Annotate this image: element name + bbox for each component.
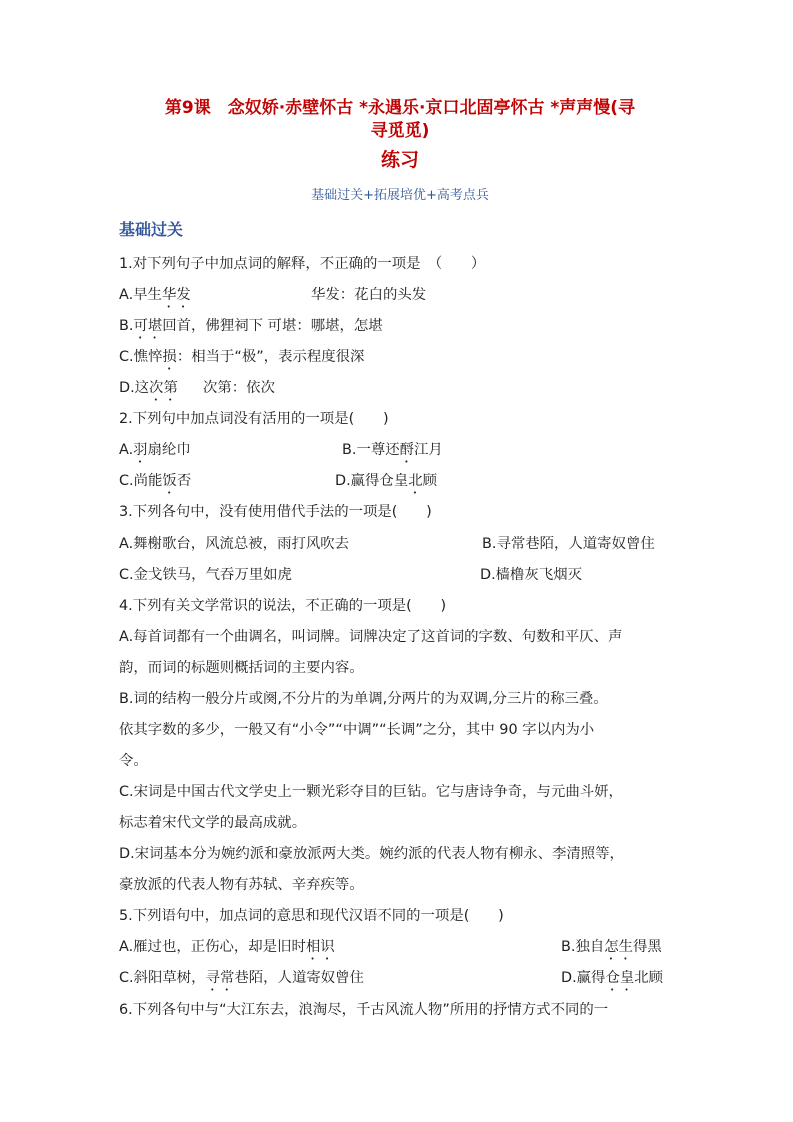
q1-b-rest: 回首，佛狸祠下 可堪：哪堪，怎堪	[162, 318, 383, 334]
section-heading: 基础过关	[119, 220, 184, 239]
q5-d-dotted: 仓皇	[605, 970, 635, 986]
q2-a-text: A.	[119, 442, 134, 458]
q1-c-rest: ：相当于“极”，表示程度很深	[176, 349, 365, 365]
q4-option-c-line1: C.宋词是中国古代文学史上一颗光彩夺目的巨钻。它与唐诗争奇，与元曲斗妍，	[119, 784, 623, 800]
q3-option-d: D.樯橹灰飞烟灭	[480, 567, 582, 583]
q2-d-text: D.赢得仓皇	[335, 473, 409, 489]
q2-c-dotted: 饭	[162, 473, 177, 489]
q1-d-gloss: 次第：依次	[203, 380, 275, 396]
q5-a-dotted: 相识	[305, 939, 335, 955]
q3-option-b: B.寻常巷陌，人道寄奴曾住	[482, 536, 655, 552]
q1-option-b	[119, 316, 383, 342]
q2-d-rest: 顾	[422, 473, 438, 489]
q5-c-dotted: 寻常	[205, 970, 235, 986]
q1-b-dotted: 可堪	[133, 318, 163, 334]
q5-option-d	[561, 968, 663, 994]
q3-option-a: A.舞榭歌台，风流总被，雨打风吹去	[119, 536, 350, 552]
q2-a-dotted: 羽	[133, 442, 148, 458]
q1-option-a	[119, 285, 191, 311]
page-title-line2: 寻觅觅)	[370, 121, 430, 141]
q5-b-rest: 得黑	[633, 939, 662, 955]
q5-option-c	[119, 968, 364, 994]
q4-option-b-line1: B.词的结构一般分片或阕,不分片的为单调,分两片的为双调,分三片的称三叠。	[119, 691, 608, 707]
q5-c-rest: 巷陌，人道寄奴曾住	[234, 970, 364, 986]
q1-b-text: B.	[119, 318, 134, 334]
q2-option-c	[119, 471, 191, 497]
q4-option-d-line1: D.宋词基本分为婉约派和豪放派两大类。婉约派的代表人物有柳永、李清照等，	[119, 846, 624, 862]
q2-stem: 2.下列句中加点词没有活用的一项是( )	[119, 411, 389, 427]
q2-b-rest: 江月	[414, 442, 443, 458]
q2-d-dotted: 北	[408, 473, 423, 489]
q5-a-text: A.雁过也，正伤心，却是旧时	[119, 939, 306, 955]
q4-option-b-line2: 依其字数的多少，一般又有“小令”“中调”“长调”之分，其中 90 字以内为小	[119, 722, 595, 738]
q1-option-d	[119, 378, 178, 404]
q2-option-d	[335, 471, 437, 497]
q4-option-b-line3: 令。	[119, 753, 148, 769]
page-title-practice: 练习	[380, 149, 419, 171]
q4-option-a-line1: A.每首词都有一个曲调名，叫词牌。词牌决定了这首词的字数、句数和平仄、声	[119, 629, 623, 645]
q5-d-text: D.赢得	[561, 970, 606, 986]
q2-b-text: B.一尊还	[342, 442, 400, 458]
q1-d-dotted: 次第	[149, 380, 178, 396]
q4-option-a-line2: 韵，而词的标题则概括词的主要内容。	[119, 660, 364, 676]
q2-option-a	[119, 440, 191, 466]
q1-a-dotted: 华发	[161, 287, 191, 303]
q1-a-text: A.早生	[119, 287, 162, 303]
q5-stem: 5.下列语句中，加点词的意思和现代汉语不同的一项是( )	[119, 908, 504, 924]
q4-stem: 4.下列有关文学常识的说法，不正确的一项是( )	[119, 598, 447, 614]
q1-option-c	[119, 347, 364, 373]
q4-option-d-line2: 豪放派的代表人物有苏轼、辛弃疾等。	[119, 877, 364, 893]
q1-c-dotted: 损	[162, 349, 177, 365]
q1-stem: 1.对下列句子中加点词的解释，不正确的一项是 （ ）	[119, 256, 486, 272]
q3-option-c: C.金戈铁马，气吞万里如虎	[119, 567, 292, 583]
q2-c-text: C.尚能	[119, 473, 163, 489]
q4-option-c-line2: 标志着宋代文学的最高成就。	[119, 815, 307, 831]
q2-option-b	[342, 440, 443, 466]
q2-b-dotted: 酹	[399, 442, 415, 458]
q1-a-gloss: 华发：花白的头发	[311, 287, 427, 303]
page-title-line1: 第9课 念奴娇·赤壁怀古 *永遇乐·京口北固亭怀古 *声声慢(寻	[164, 98, 636, 118]
q5-d-rest: 北顾	[634, 970, 664, 986]
q5-b-text: B.独自	[561, 939, 605, 955]
q5-option-b	[561, 937, 662, 963]
page-subtitle: 基础过关+拓展培优+高考点兵	[311, 188, 489, 203]
q6-stem: 6.下列各句中与“大江东去，浪淘尽，千古风流人物”所用的抒情方式不同的一	[119, 1002, 609, 1018]
q2-a-rest: 扇纶巾	[147, 442, 191, 458]
q5-c-text: C.斜阳草树，	[119, 970, 206, 986]
q5-option-a	[119, 937, 335, 963]
q5-b-dotted: 怎生	[604, 939, 634, 955]
q1-c-text: C.憔悴	[119, 349, 163, 365]
q1-d-text: D.这	[119, 380, 150, 396]
q2-c-rest: 否	[176, 473, 192, 489]
q3-stem: 3.下列各句中，没有使用借代手法的一项是( )	[119, 504, 432, 520]
